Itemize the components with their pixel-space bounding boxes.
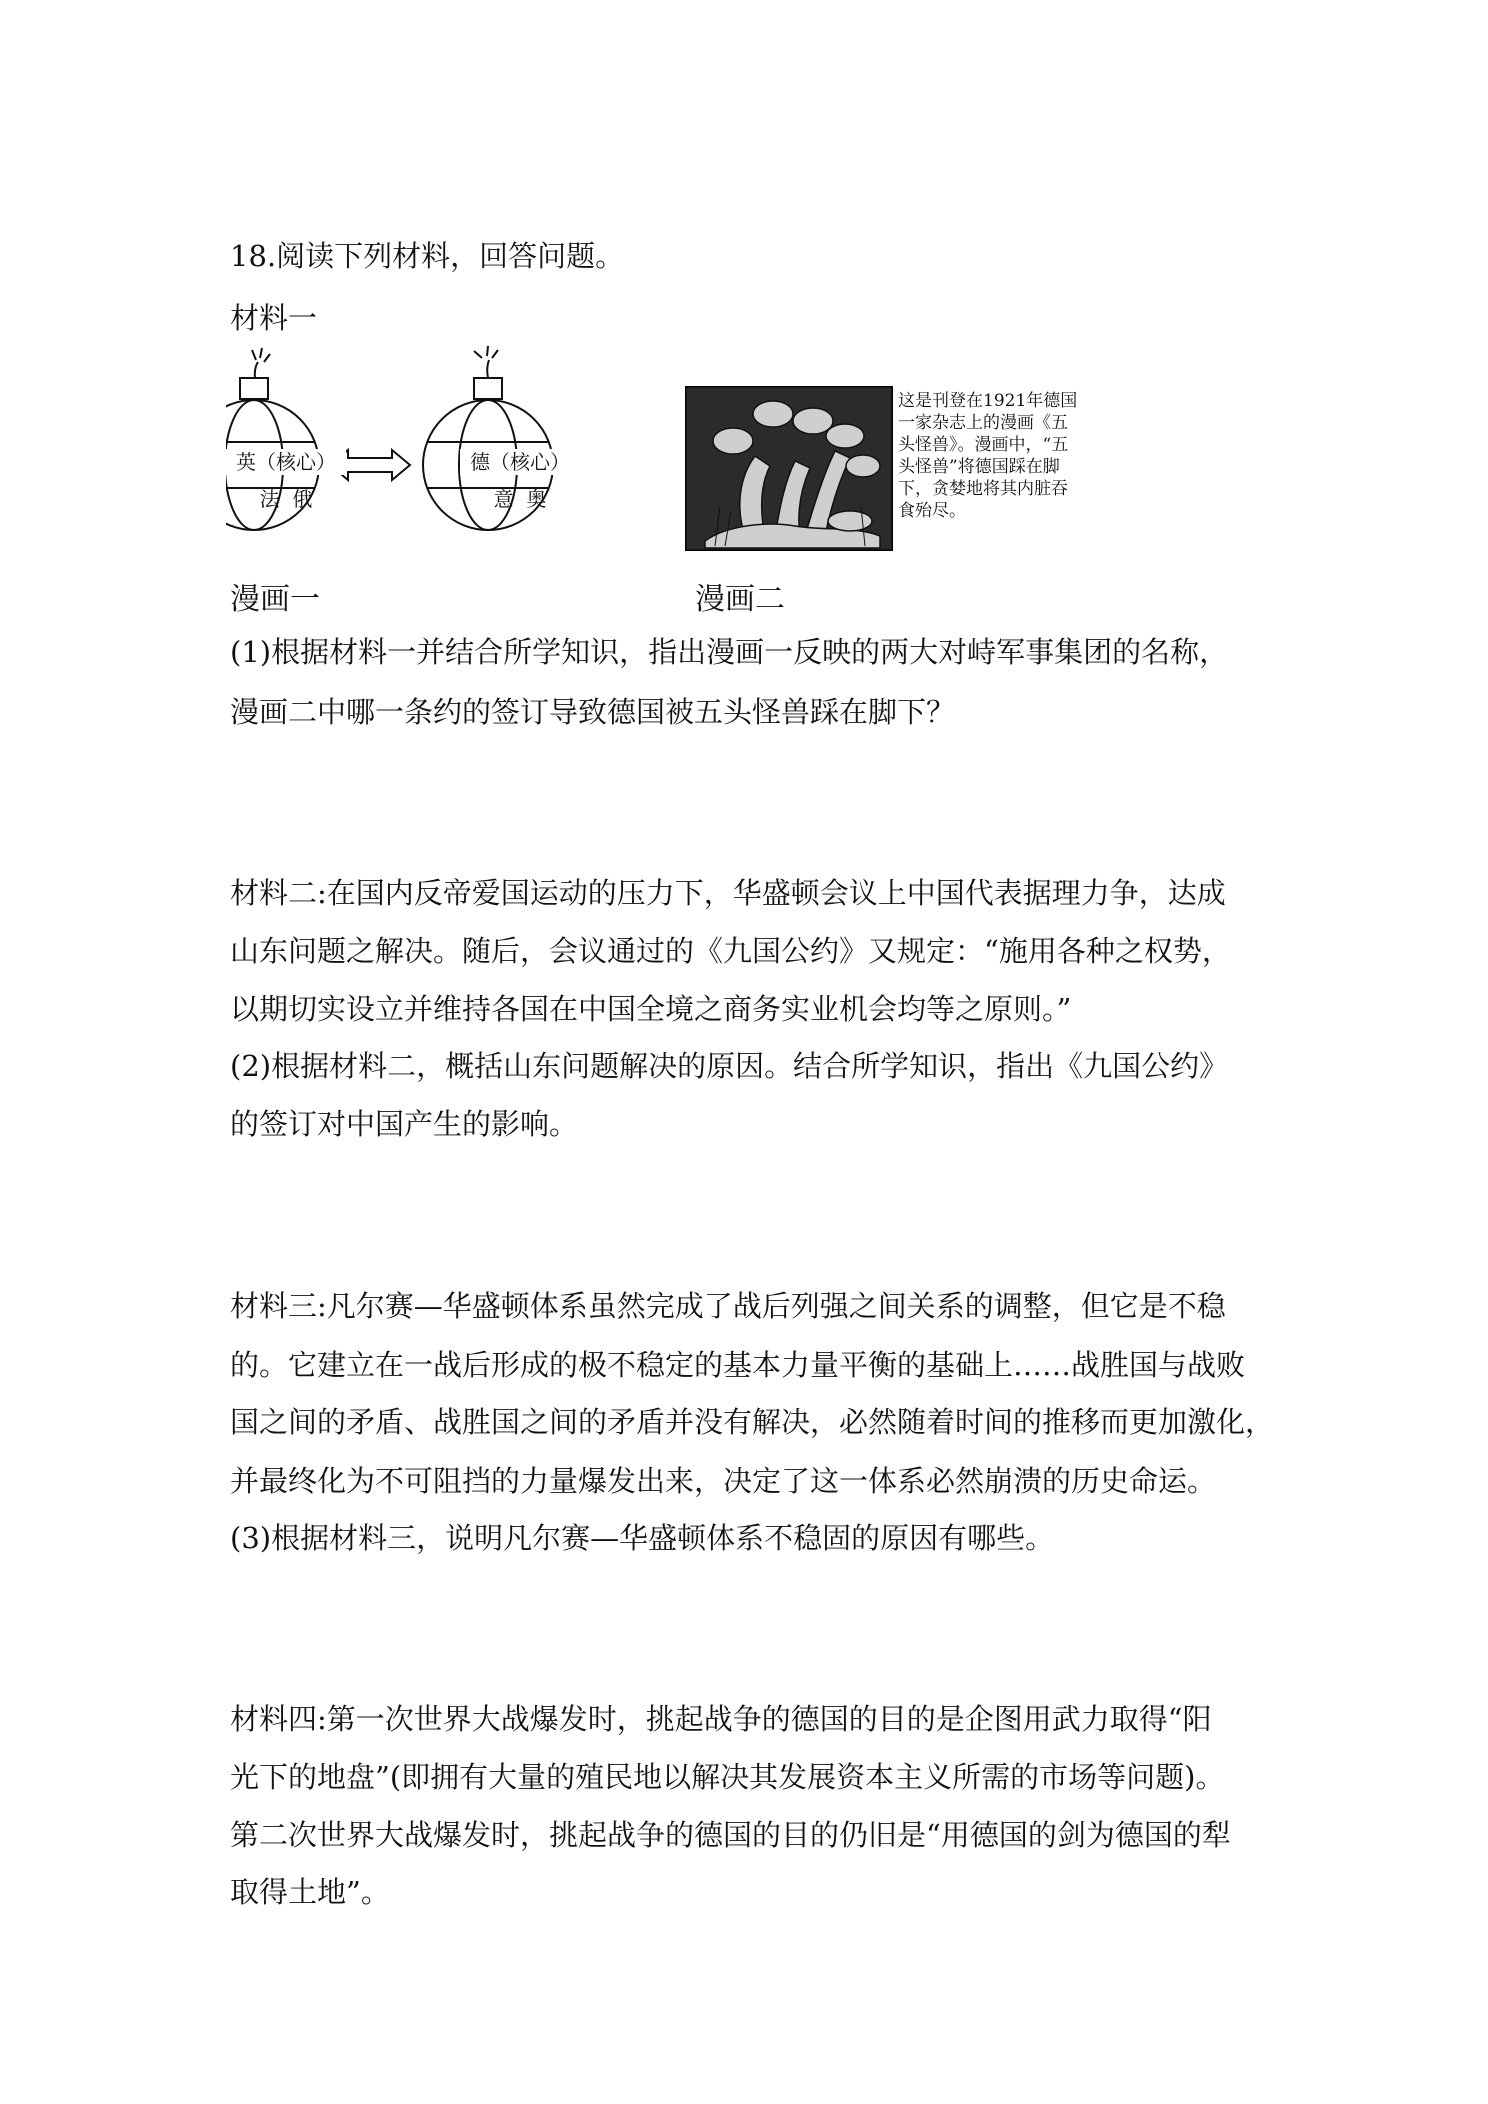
material2-line2: 山东问题之解决。随后，会议通过的《九国公约》又规定：“施用各种之权势，: [230, 934, 1231, 968]
cartoon2-desc-line: 头怪兽”将德国踩在脚: [898, 457, 1060, 477]
right-bomb-label-bottom: 意 奥: [493, 487, 547, 511]
material4-line1: 材料四:第一次世界大战爆发时，挑起战争的德国的目的是企图用武力取得“阳: [230, 1702, 1212, 1736]
material4-line3: 第二次世界大战爆发时，挑起战争的德国的目的仍旧是“用德国的剑为德国的犁: [230, 1818, 1231, 1852]
material2-line3: 以期切实设立并维持各国在中国全境之商务实业机会均等之原则。”: [230, 992, 1072, 1026]
material2-line1: 材料二:在国内反帝爱国运动的压力下，华盛顿会议上中国代表据理力争，达成: [230, 876, 1226, 910]
q2-line2: 的签订对中国产生的影响。: [230, 1107, 579, 1141]
material4-line2: 光下的地盘”(即拥有大量的殖民地以解决其发展资本主义所需的市场等问题)。: [230, 1760, 1225, 1794]
q1-line1: (1)根据材料一并结合所学知识，指出漫画一反映的两大对峙军事集团的名称，: [230, 635, 1229, 669]
material3-line1: 材料三:凡尔赛—华盛顿体系虽然完成了战后列强之间关系的调整，但它是不稳: [230, 1289, 1226, 1323]
cartoon2-desc-line: 头怪兽》。漫画中，“五: [898, 435, 1069, 455]
cartoon2-desc-line: 这是刊登在1921年德国: [898, 391, 1078, 411]
cartoon2-caption: 漫画二: [695, 582, 785, 617]
material3-line2: 的。它建立在一战后形成的极不稳定的基本力量平衡的基础上……战胜国与战败: [230, 1348, 1246, 1382]
q3-line1: (3)根据材料三，说明凡尔赛—华盛顿体系不稳固的原因有哪些。: [230, 1521, 1055, 1555]
q2-line1: (2)根据材料二，概括山东问题解决的原因。结合所学知识，指出《九国公约》: [230, 1049, 1229, 1083]
left-bomb-label-top: 英（核心）: [226, 449, 346, 475]
cartoon2-desc-line: 下，贪婪地将其内脏吞: [898, 479, 1068, 499]
material4-line4: 取得土地”。: [230, 1875, 390, 1909]
cartoon2-desc-line: 一家杂志上的漫画《五: [898, 413, 1068, 433]
material3-line3: 国之间的矛盾、战胜国之间的矛盾并没有解决，必然随着时间的推移而更加激化，: [230, 1405, 1275, 1439]
material1-label: 材料一: [230, 301, 318, 335]
cartoon2-description: [898, 390, 1133, 522]
five-headed-monster-image: [685, 386, 893, 551]
question-title: 18.阅读下列材料，回答问题。: [230, 239, 625, 273]
q1-line2: 漫画二中哪一条约的签订导致德国被五头怪兽踩在脚下？: [230, 695, 956, 729]
cartoon1-caption: 漫画一: [230, 582, 320, 617]
cartoon2-figure: [685, 386, 1135, 551]
right-bomb-label-top: 德（核心）: [460, 449, 580, 475]
left-bomb-label-bottom: 法 俄: [259, 487, 313, 511]
cartoon2-desc-line: 食殆尽。: [898, 501, 966, 521]
material3-line4: 并最终化为不可阻挡的力量爆发出来，决定了这一体系必然崩溃的历史命运。: [230, 1464, 1217, 1498]
